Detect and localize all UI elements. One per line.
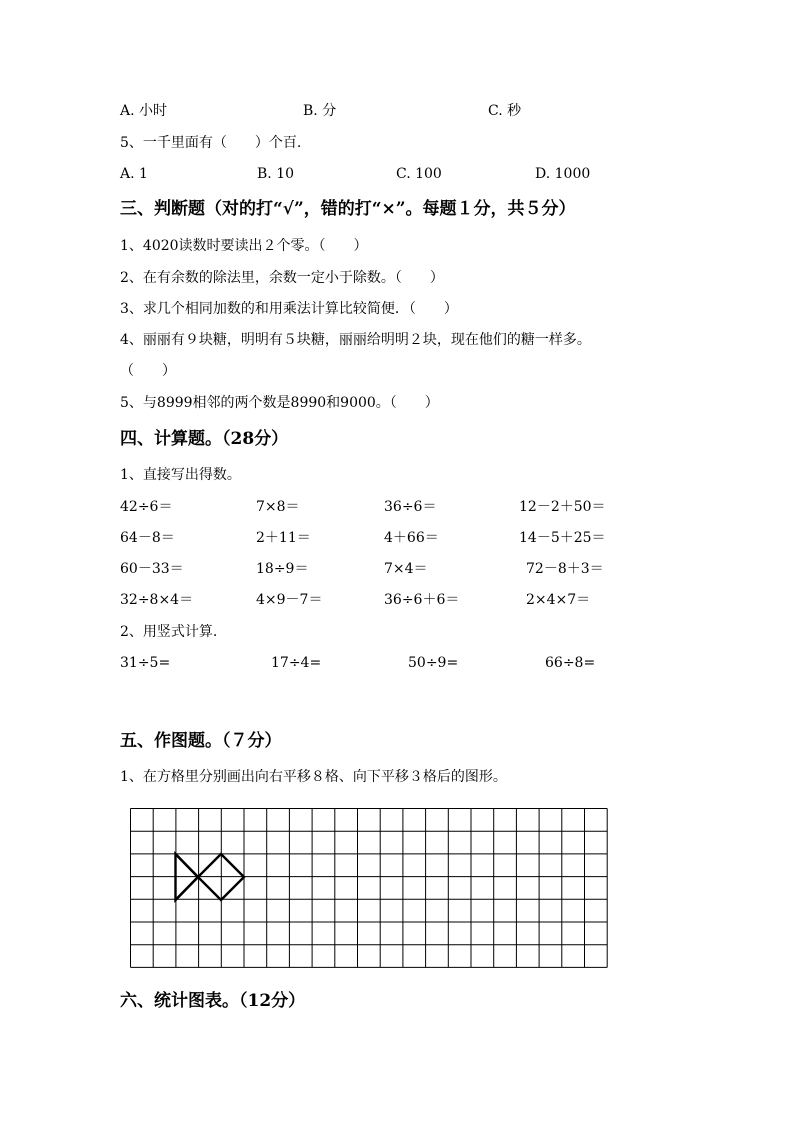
oral-r2-c4: 14－5＋25＝ bbox=[519, 530, 606, 546]
oral-r1-c2: 7×8＝ bbox=[256, 499, 300, 515]
oral-r1-c1: 42÷6＝ bbox=[120, 499, 173, 515]
section4-heading: 四、计算题。（28分） bbox=[120, 429, 289, 449]
q5-stem: 5、一千里面有（ ）个百. bbox=[120, 135, 302, 151]
section3-item-1: 1、4020读数时要读出２个零。（ ） bbox=[120, 238, 368, 254]
oral-r3-c3: 7×4＝ bbox=[384, 561, 428, 577]
q5-option-a: A. 1 bbox=[120, 166, 148, 182]
section3-item-4: 4、丽丽有９块糖，明明有５块糖，丽丽给明明２块，现在他们的糖一样多。 bbox=[120, 332, 591, 348]
q4-option-a: A. 小时 bbox=[120, 103, 168, 119]
q5-option-c: C. 100 bbox=[396, 166, 442, 182]
q5-option-b: B. 10 bbox=[257, 166, 295, 182]
section3-item-4-paren: （ ） bbox=[120, 363, 176, 379]
oral-r4-c1: 32÷8×4＝ bbox=[120, 592, 194, 608]
oral-r2-c3: 4＋66＝ bbox=[384, 530, 439, 546]
drawing-grid[interactable] bbox=[130, 808, 610, 972]
vertical-calc-1: 31÷5= bbox=[120, 655, 171, 671]
oral-r2-c1: 64－8＝ bbox=[120, 530, 175, 546]
shape-bottom-edge bbox=[176, 877, 199, 900]
oral-r1-c3: 36÷6＝ bbox=[384, 499, 437, 515]
section6-heading: 六、统计图表。（12分） bbox=[120, 991, 306, 1011]
q4-option-c: C. 秒 bbox=[488, 103, 522, 119]
q5-option-d: D. 1000 bbox=[535, 166, 591, 182]
vertical-calc-4: 66÷8= bbox=[545, 655, 596, 671]
section5-heading: 五、作图题。（７分） bbox=[120, 731, 282, 751]
section5-instruction: 1、在方格里分别画出向右平移８格、向下平移３格后的图形。 bbox=[120, 769, 507, 785]
section3-heading: 三、判断题（对的打“√”，错的打“×”。每题１分，共５分） bbox=[120, 199, 576, 219]
section3-item-2: 2、在有余数的除法里，余数一定小于除数。（ ） bbox=[120, 270, 444, 286]
oral-r1-c4: 12－2＋50＝ bbox=[519, 499, 606, 515]
oral-r3-c4: 72－8＋3＝ bbox=[526, 561, 604, 577]
oral-r2-c2: 2＋11＝ bbox=[256, 530, 311, 546]
section4-sub2: 2、用竖式计算. bbox=[120, 624, 218, 640]
oral-r4-c2: 4×9－7＝ bbox=[256, 592, 323, 608]
vertical-calc-2: 17÷4= bbox=[271, 655, 322, 671]
section3-item-5: 5、与8999相邻的两个数是8990和9000。（ ） bbox=[120, 395, 439, 411]
q4-option-b: B. 分 bbox=[303, 103, 337, 119]
oral-r3-c1: 60－33＝ bbox=[120, 561, 184, 577]
vertical-calc-3: 50÷9= bbox=[408, 655, 459, 671]
section4-sub1: 1、直接写出得数。 bbox=[120, 467, 241, 483]
shape-top-edge bbox=[176, 854, 199, 877]
section3-item-3: 3、求几个相同加数的和用乘法计算比较简便．（ ） bbox=[120, 301, 458, 317]
oral-r4-c3: 36÷6＋6＝ bbox=[384, 592, 460, 608]
oral-r3-c2: 18÷9＝ bbox=[256, 561, 309, 577]
oral-r4-c4: 2×4×7＝ bbox=[526, 592, 591, 608]
